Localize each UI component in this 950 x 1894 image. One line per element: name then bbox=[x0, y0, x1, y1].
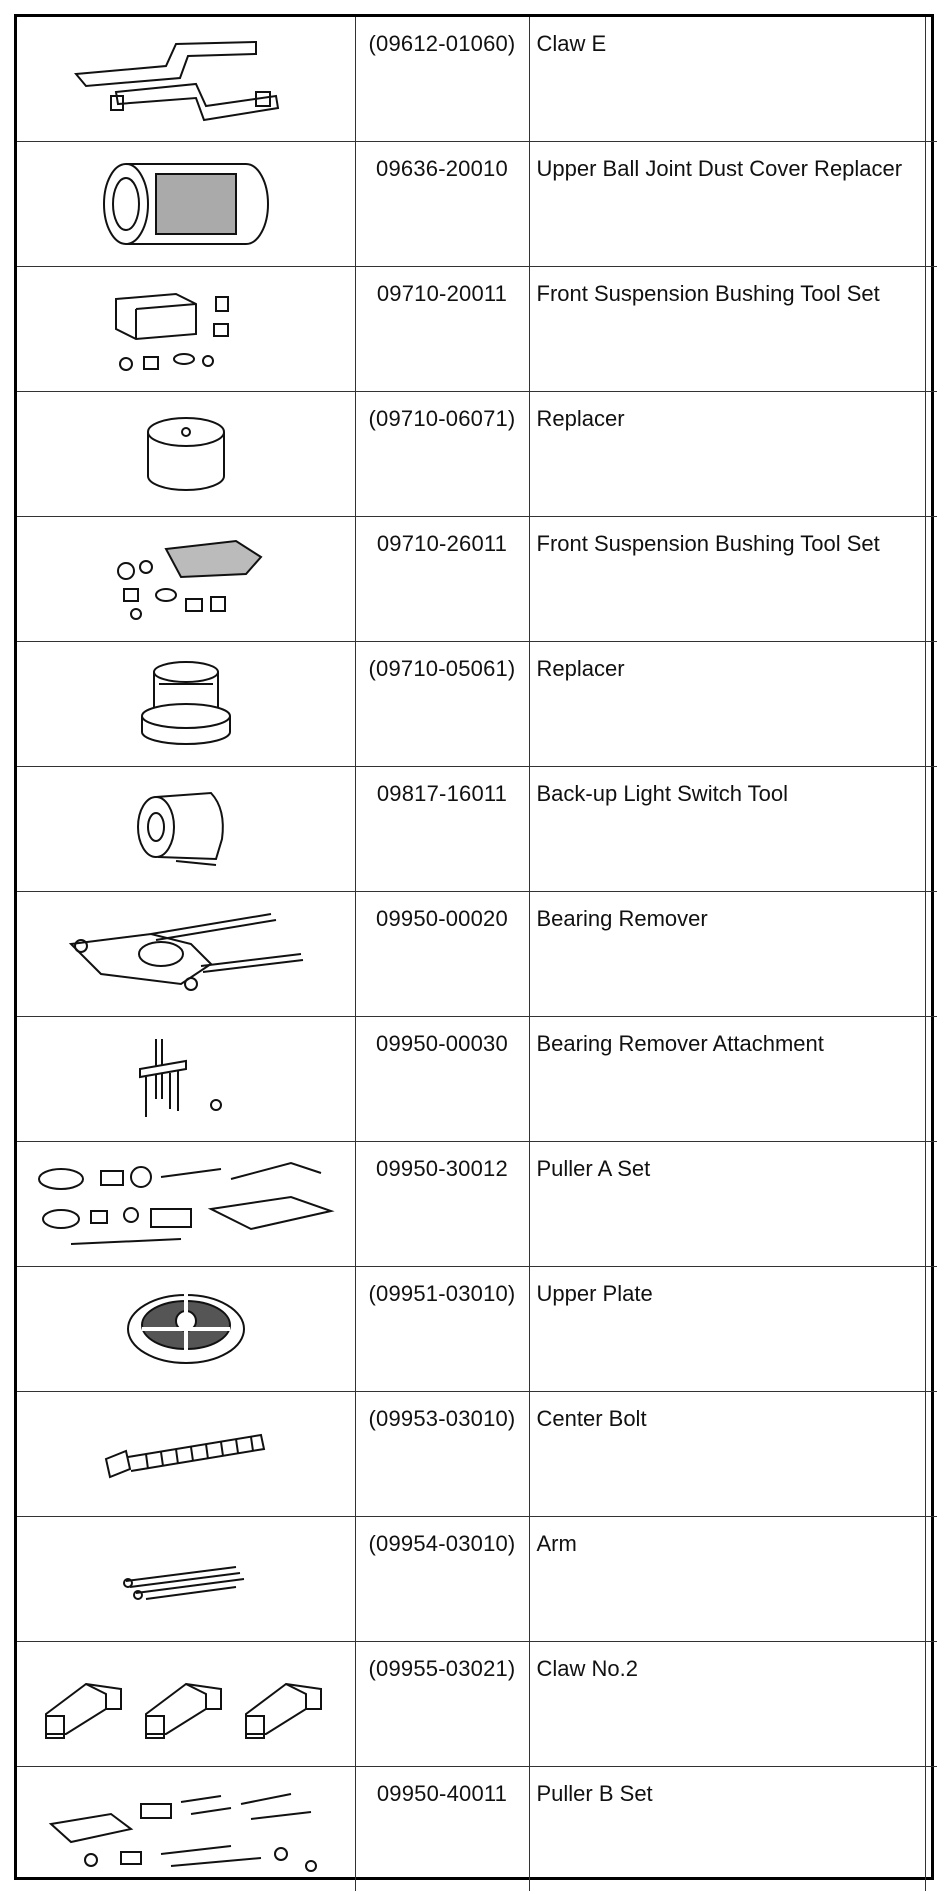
part-number: 09817-16011 bbox=[376, 781, 508, 806]
table-row bbox=[17, 1142, 937, 1267]
tool-name: Replacer bbox=[536, 656, 625, 681]
part-number-cell bbox=[355, 892, 529, 1017]
tool-name: Front Suspension Bushing Tool Set bbox=[536, 281, 880, 306]
table-row bbox=[17, 1642, 937, 1767]
part-number-cell bbox=[355, 142, 529, 267]
tool-name: Bearing Remover bbox=[536, 906, 708, 931]
replacer-cup-icon bbox=[131, 654, 241, 754]
tool-illustration-cell bbox=[17, 1767, 355, 1892]
empty-cell bbox=[925, 142, 937, 267]
tool-name-cell bbox=[529, 1517, 925, 1642]
arm-icon bbox=[116, 1549, 256, 1609]
empty-cell bbox=[925, 392, 937, 517]
tool-name: Puller B Set bbox=[536, 1781, 653, 1806]
part-number: (09612-01060) bbox=[368, 31, 516, 56]
part-number: 09710-26011 bbox=[376, 531, 508, 556]
empty-cell bbox=[925, 267, 937, 392]
tool-name: Upper Ball Joint Dust Cover Replacer bbox=[536, 156, 903, 181]
bushing-tool-set-icon bbox=[96, 529, 276, 629]
part-number-cell bbox=[355, 1392, 529, 1517]
part-number: 09710-20011 bbox=[376, 281, 508, 306]
empty-cell bbox=[925, 1767, 937, 1892]
tool-name-cell bbox=[529, 267, 925, 392]
empty-cell bbox=[925, 1267, 937, 1392]
table-row bbox=[17, 17, 937, 142]
part-number: (09954-03010) bbox=[368, 1531, 516, 1556]
empty-cell bbox=[925, 642, 937, 767]
tool-illustration-cell bbox=[17, 267, 355, 392]
part-number-cell bbox=[355, 1642, 529, 1767]
empty-cell bbox=[925, 517, 937, 642]
table-row bbox=[17, 1017, 937, 1142]
part-number-cell bbox=[355, 17, 529, 142]
part-number: 09950-40011 bbox=[376, 1781, 508, 1806]
puller-set-icon bbox=[31, 1774, 341, 1884]
empty-cell bbox=[925, 17, 937, 142]
part-number: 09950-00020 bbox=[376, 906, 508, 931]
claw-no2-icon bbox=[26, 1654, 346, 1754]
part-number: (09710-05061) bbox=[368, 656, 516, 681]
tool-name-cell bbox=[529, 1142, 925, 1267]
empty-cell bbox=[925, 1017, 937, 1142]
bearing-remover-icon bbox=[61, 904, 311, 1004]
part-number: (09955-03021) bbox=[368, 1656, 516, 1681]
part-number: 09950-00030 bbox=[376, 1031, 508, 1056]
table-row bbox=[17, 1267, 937, 1392]
tool-name: Bearing Remover Attachment bbox=[536, 1031, 824, 1056]
tool-illustration-cell bbox=[17, 1517, 355, 1642]
tool-illustration-cell bbox=[17, 892, 355, 1017]
tool-name: Arm bbox=[536, 1531, 577, 1556]
table-row bbox=[17, 1767, 937, 1892]
table-row bbox=[17, 392, 937, 517]
part-number-cell bbox=[355, 392, 529, 517]
empty-cell bbox=[925, 892, 937, 1017]
part-number-cell bbox=[355, 267, 529, 392]
tool-name-cell bbox=[529, 892, 925, 1017]
bushing-tool-set-icon bbox=[96, 279, 276, 379]
tool-name-cell bbox=[529, 642, 925, 767]
part-number: (09951-03010) bbox=[368, 1281, 516, 1306]
empty-cell bbox=[925, 1642, 937, 1767]
tool-table-frame bbox=[14, 14, 934, 1880]
tool-name-cell bbox=[529, 1642, 925, 1767]
empty-cell bbox=[925, 1142, 937, 1267]
empty-cell bbox=[925, 1392, 937, 1517]
part-number: (09953-03010) bbox=[368, 1406, 516, 1431]
tool-illustration-cell bbox=[17, 1642, 355, 1767]
tool-illustration-cell bbox=[17, 392, 355, 517]
tool-name-cell bbox=[529, 1267, 925, 1392]
tool-name-cell bbox=[529, 1767, 925, 1892]
table-row bbox=[17, 767, 937, 892]
tool-name-cell bbox=[529, 1017, 925, 1142]
tool-name: Claw No.2 bbox=[536, 1656, 638, 1681]
part-number-cell bbox=[355, 1142, 529, 1267]
claw-e-icon bbox=[56, 34, 316, 124]
tool-name: Replacer bbox=[536, 406, 625, 431]
table-row bbox=[17, 142, 937, 267]
table-row bbox=[17, 642, 937, 767]
part-number: 09950-30012 bbox=[376, 1156, 508, 1181]
switch-tool-icon bbox=[126, 779, 246, 879]
upper-plate-icon bbox=[116, 1279, 256, 1379]
tool-illustration-cell bbox=[17, 517, 355, 642]
tool-name-cell bbox=[529, 142, 925, 267]
part-number-cell bbox=[355, 1267, 529, 1392]
tool-name-cell bbox=[529, 517, 925, 642]
center-bolt-icon bbox=[96, 1419, 276, 1489]
empty-cell bbox=[925, 767, 937, 892]
dust-cover-replacer-icon bbox=[96, 154, 276, 254]
tool-name: Upper Plate bbox=[536, 1281, 653, 1306]
tool-name: Front Suspension Bushing Tool Set bbox=[536, 531, 880, 556]
tool-illustration-cell bbox=[17, 17, 355, 142]
table-row bbox=[17, 517, 937, 642]
part-number-cell bbox=[355, 1017, 529, 1142]
tool-name-cell bbox=[529, 392, 925, 517]
tool-name-cell bbox=[529, 1392, 925, 1517]
tool-illustration-cell bbox=[17, 767, 355, 892]
tool-name: Center Bolt bbox=[536, 1406, 647, 1431]
tool-illustration-cell bbox=[17, 1142, 355, 1267]
table-row bbox=[17, 1517, 937, 1642]
replacer-icon bbox=[136, 404, 236, 504]
table-row bbox=[17, 1392, 937, 1517]
part-number-cell bbox=[355, 1517, 529, 1642]
tool-name: Claw E bbox=[536, 31, 607, 56]
tool-name-cell bbox=[529, 17, 925, 142]
table-row bbox=[17, 892, 937, 1017]
tool-illustration-cell bbox=[17, 142, 355, 267]
tool-name: Back-up Light Switch Tool bbox=[536, 781, 789, 806]
part-number-cell bbox=[355, 517, 529, 642]
part-number-cell bbox=[355, 767, 529, 892]
part-number: (09710-06071) bbox=[368, 406, 516, 431]
tool-name-cell bbox=[529, 767, 925, 892]
tool-name: Puller A Set bbox=[536, 1156, 651, 1181]
tool-illustration-cell bbox=[17, 1267, 355, 1392]
part-number-cell bbox=[355, 642, 529, 767]
puller-set-icon bbox=[31, 1149, 341, 1259]
tool-illustration-cell bbox=[17, 642, 355, 767]
tool-illustration-cell bbox=[17, 1017, 355, 1142]
table-row bbox=[17, 267, 937, 392]
special-service-tools-table bbox=[17, 17, 937, 1891]
tool-illustration-cell bbox=[17, 1392, 355, 1517]
empty-cell bbox=[925, 1517, 937, 1642]
bearing-remover-attachment-icon bbox=[126, 1029, 246, 1129]
part-number-cell bbox=[355, 1767, 529, 1892]
part-number: 09636-20010 bbox=[376, 156, 508, 181]
